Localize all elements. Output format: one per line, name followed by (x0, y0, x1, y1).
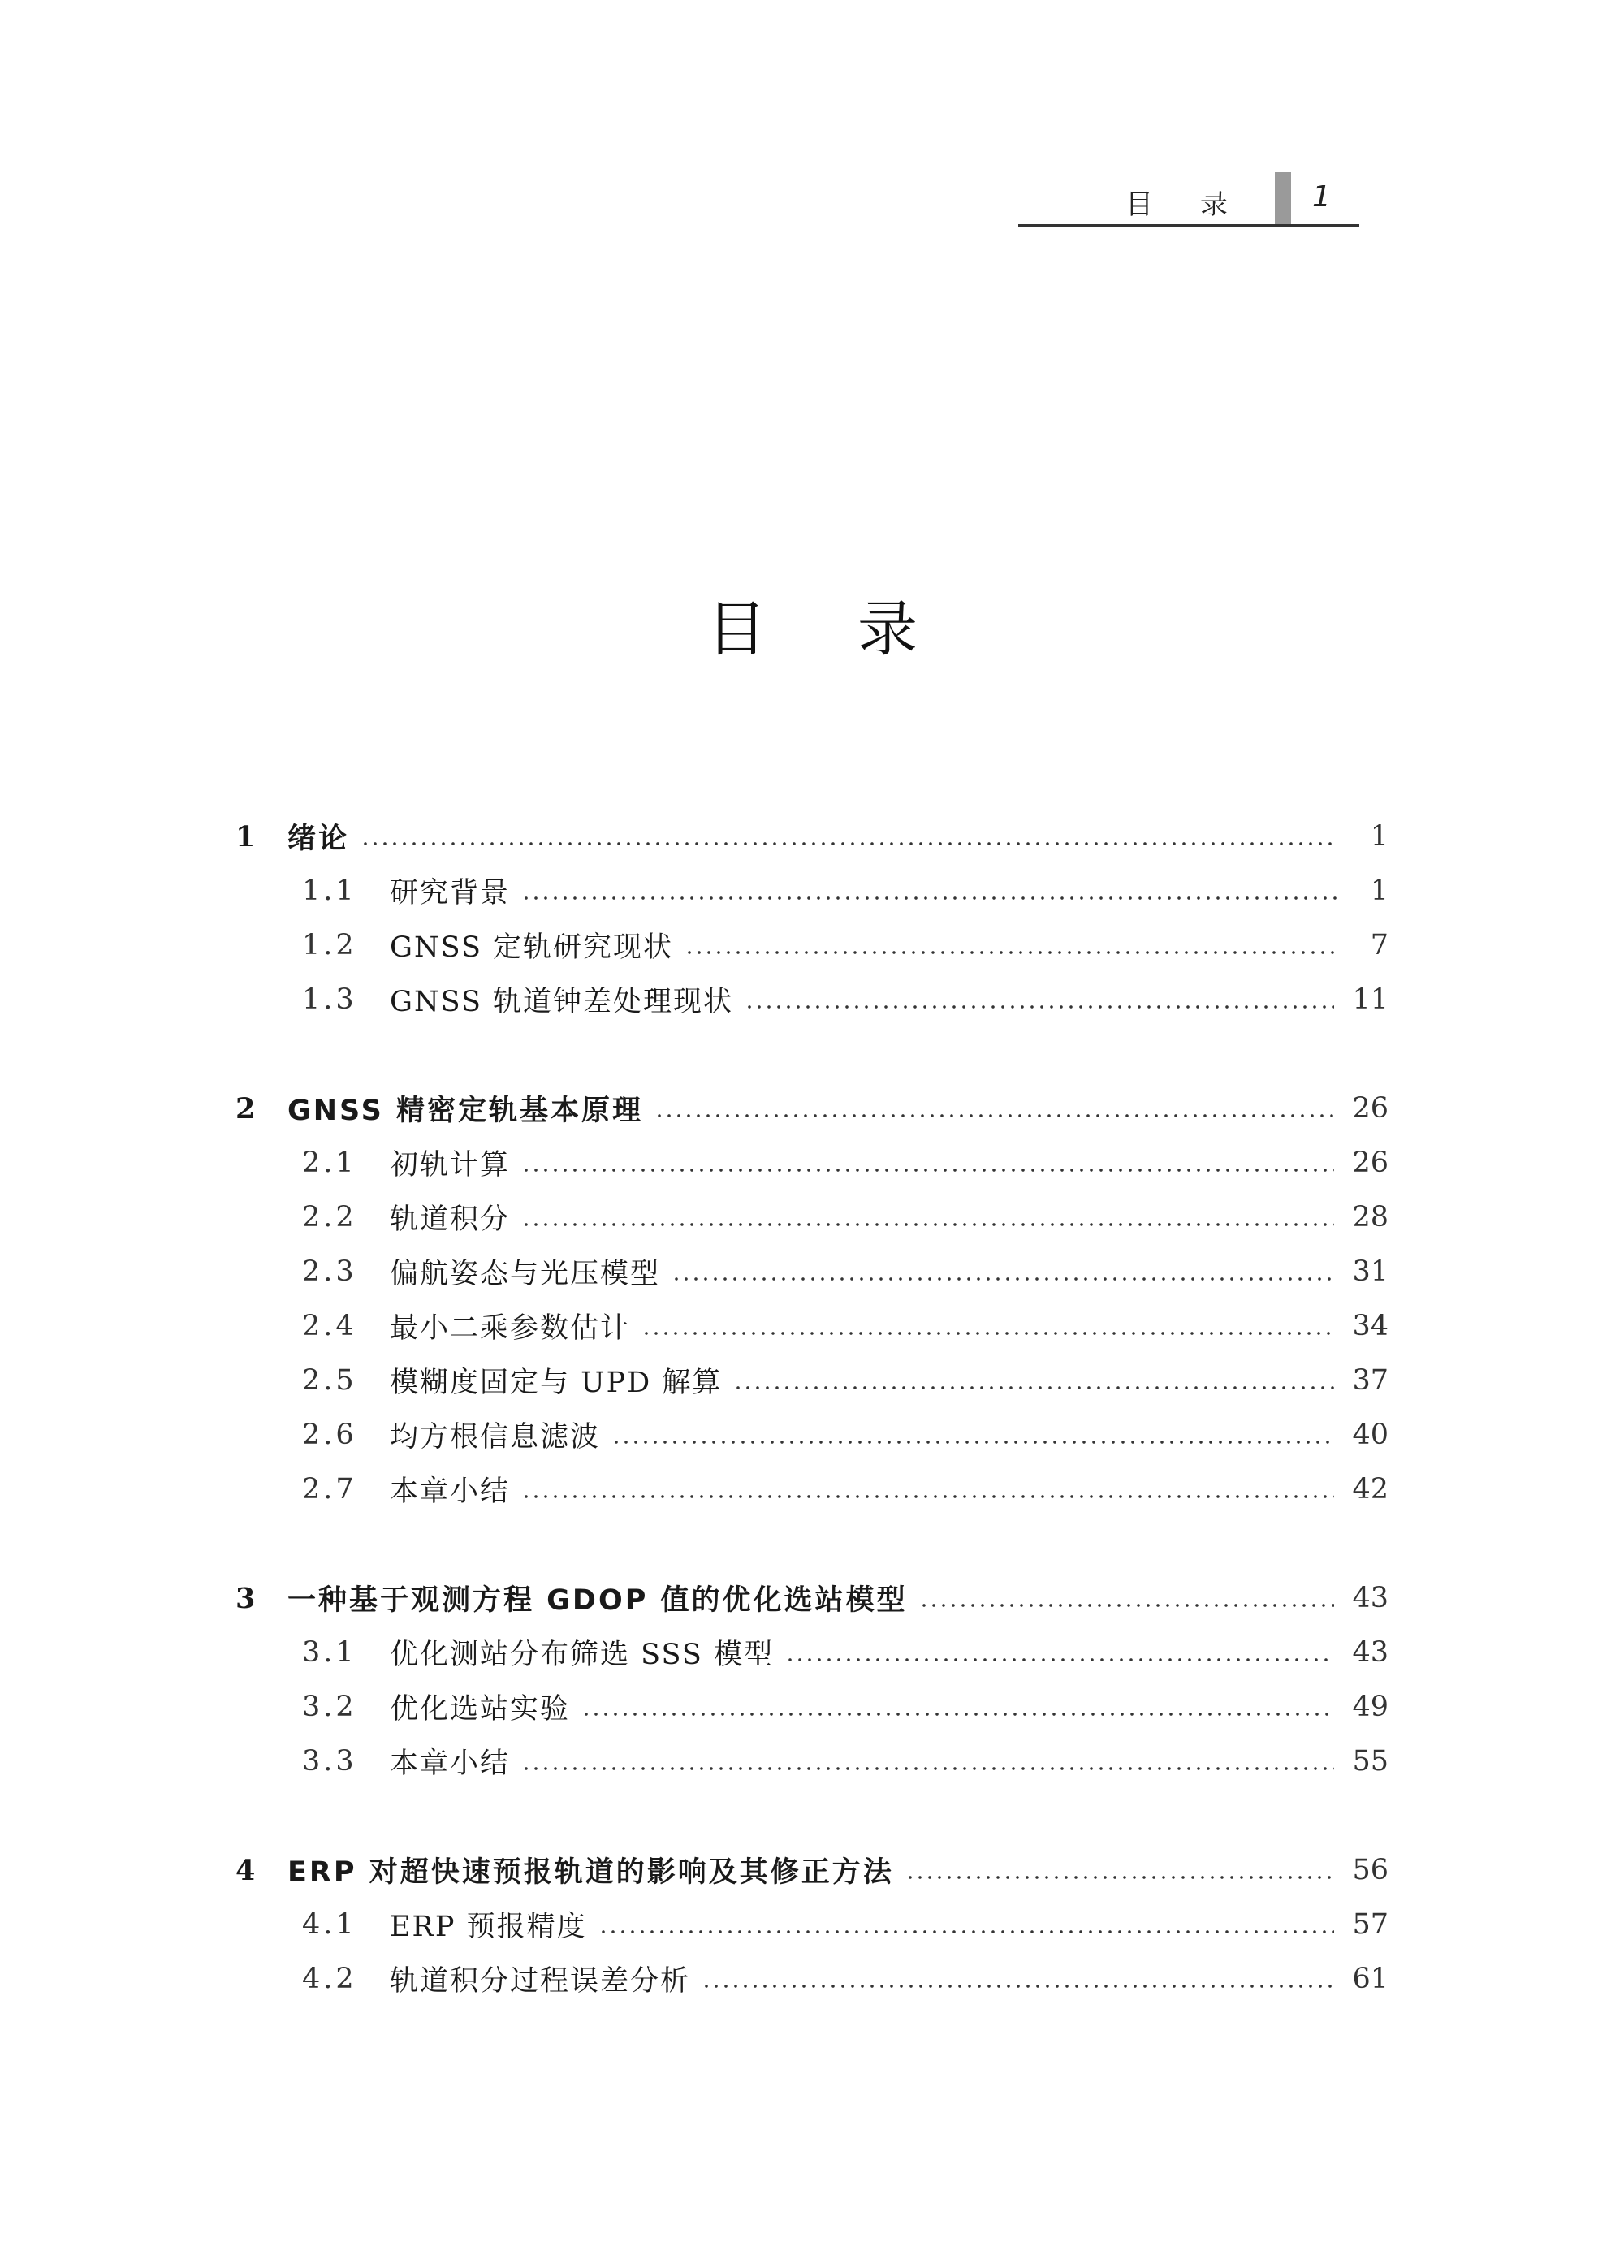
running-header-title: 目录 (1125, 188, 1275, 221)
toc-page-number: 57 (1352, 1908, 1389, 1941)
toc-section-title: GNSS 定轨研究现状 (390, 931, 674, 964)
toc-chapter-number: 3 (235, 1581, 256, 1615)
toc-page-number: 1 (1370, 820, 1389, 853)
toc-dot-leader (919, 1603, 1335, 1608)
page-title: 目录 (706, 594, 1009, 664)
toc-page-number: 43 (1352, 1582, 1389, 1614)
toc-chapter-number: 4 (235, 1853, 256, 1887)
toc-dot-leader (745, 1004, 1334, 1009)
toc-dot-leader (521, 1222, 1334, 1227)
toc-page-number: 34 (1352, 1310, 1389, 1342)
toc-section-4-2[interactable] (302, 1956, 1389, 2002)
toc-dot-leader (598, 1929, 1335, 1934)
toc-section-number: 3.3 (302, 1745, 357, 1778)
toc-chapter-title: ERP 对超快速预报轨道的影响及其修正方法 (287, 1856, 894, 1889)
toc-section-2-2[interactable] (302, 1194, 1389, 1240)
toc-dot-leader (611, 1440, 1334, 1445)
toc-dot-leader (672, 1277, 1334, 1281)
toc-dot-leader (641, 1331, 1334, 1336)
toc-dot-leader (361, 841, 1338, 846)
toc-page-number: 42 (1352, 1473, 1389, 1506)
toc-section-3-2[interactable] (302, 1684, 1389, 1730)
toc-chapter-number: 1 (235, 819, 256, 853)
toc-section-title: ERP 预报精度 (390, 1911, 587, 1943)
toc-section-number: 1.1 (302, 875, 357, 907)
toc-page-number: 28 (1352, 1201, 1389, 1233)
toc-section-title: 本章小结 (390, 1747, 511, 1780)
toc-chapter-3[interactable] (235, 1575, 1389, 1621)
toc-page-number: 37 (1352, 1364, 1389, 1397)
toc-section-number: 2.5 (302, 1364, 357, 1397)
toc-section-1-1[interactable] (302, 868, 1389, 914)
toc-section-number: 2.7 (302, 1473, 357, 1506)
toc-dot-leader (581, 1712, 1334, 1717)
toc-page-number: 26 (1352, 1147, 1389, 1179)
toc-section-number: 3.1 (302, 1636, 357, 1669)
toc-section-title: 初轨计算 (390, 1149, 511, 1182)
toc-section-number: 2.2 (302, 1201, 357, 1233)
toc-section-number: 1.3 (302, 983, 357, 1016)
toc-chapter-title: 一种基于观测方程 GDOP 值的优化选站模型 (287, 1584, 908, 1617)
toc-dot-leader (733, 1385, 1334, 1390)
toc-section-title: 模糊度固定与 UPD 解算 (390, 1367, 723, 1399)
toc-page-number: 55 (1352, 1745, 1389, 1778)
toc-section-1-2[interactable] (302, 922, 1389, 968)
toc-section-number: 2.6 (302, 1419, 357, 1451)
toc-page-number: 11 (1352, 983, 1389, 1016)
toc-section-title: 本章小结 (390, 1475, 511, 1508)
toc-section-title: 优化测站分布筛选 SSS 模型 (390, 1639, 774, 1671)
toc-page-number: 49 (1352, 1691, 1389, 1723)
toc-page-number: 40 (1352, 1419, 1389, 1451)
toc-section-2-3[interactable] (302, 1249, 1389, 1294)
toc-dot-leader (905, 1875, 1335, 1880)
toc-dot-leader (521, 1168, 1334, 1173)
toc-page-number: 56 (1352, 1854, 1389, 1886)
toc-chapter-number: 2 (235, 1091, 256, 1125)
toc-dot-leader (654, 1113, 1334, 1118)
toc-section-4-1[interactable] (302, 1902, 1389, 1947)
toc-section-2-5[interactable] (302, 1358, 1389, 1403)
toc-chapter-title: GNSS 精密定轨基本原理 (287, 1095, 644, 1127)
toc-section-title: 研究背景 (390, 877, 511, 909)
toc-chapter-4[interactable] (235, 1847, 1389, 1893)
toc-page-number: 43 (1352, 1636, 1389, 1669)
toc-section-number: 3.2 (302, 1691, 357, 1723)
running-header (1018, 172, 1359, 226)
toc-page-number: 61 (1352, 1963, 1389, 1995)
toc-dot-leader (521, 1494, 1334, 1499)
toc-section-number: 4.1 (302, 1908, 357, 1941)
toc-section-number: 1.2 (302, 929, 357, 961)
toc-section-2-7[interactable] (302, 1467, 1389, 1512)
running-header-rule (1018, 224, 1359, 227)
toc-section-number: 4.2 (302, 1963, 357, 1995)
toc-section-number: 2.4 (302, 1310, 357, 1342)
toc-page-number: 26 (1352, 1092, 1389, 1125)
toc-section-number: 2.3 (302, 1255, 357, 1288)
toc-chapter-2[interactable] (235, 1086, 1389, 1131)
running-header-page-number: 1 (1312, 180, 1331, 214)
toc-section-3-1[interactable] (302, 1630, 1389, 1675)
toc-section-title: GNSS 轨道钟差处理现状 (390, 986, 734, 1018)
toc-dot-leader (521, 896, 1338, 901)
toc-section-2-4[interactable] (302, 1303, 1389, 1349)
toc-dot-leader (702, 1984, 1334, 1989)
toc-section-2-1[interactable] (302, 1140, 1389, 1186)
toc-page-number: 31 (1352, 1255, 1389, 1288)
toc-dot-leader (785, 1657, 1335, 1662)
toc-section-number: 2.1 (302, 1147, 357, 1179)
toc-section-title: 轨道积分 (390, 1203, 511, 1236)
toc-chapter-1[interactable] (235, 814, 1389, 859)
toc-section-title: 均方根信息滤波 (390, 1421, 601, 1454)
toc-section-title: 轨道积分过程误差分析 (390, 1965, 691, 1998)
toc-section-3-3[interactable] (302, 1739, 1389, 1784)
toc-section-2-6[interactable] (302, 1412, 1389, 1458)
toc-page-number: 7 (1370, 929, 1389, 961)
toc-section-1-3[interactable] (302, 977, 1389, 1022)
toc-dot-leader (685, 950, 1338, 955)
toc-section-title: 最小二乘参数估计 (390, 1312, 631, 1345)
toc-section-title: 优化选站实验 (390, 1693, 571, 1726)
toc-page-number: 1 (1370, 875, 1389, 907)
toc-section-title: 偏航姿态与光压模型 (390, 1258, 661, 1290)
toc-dot-leader (521, 1766, 1334, 1771)
running-header-bar (1275, 172, 1291, 224)
toc-chapter-title: 绪论 (287, 823, 350, 855)
